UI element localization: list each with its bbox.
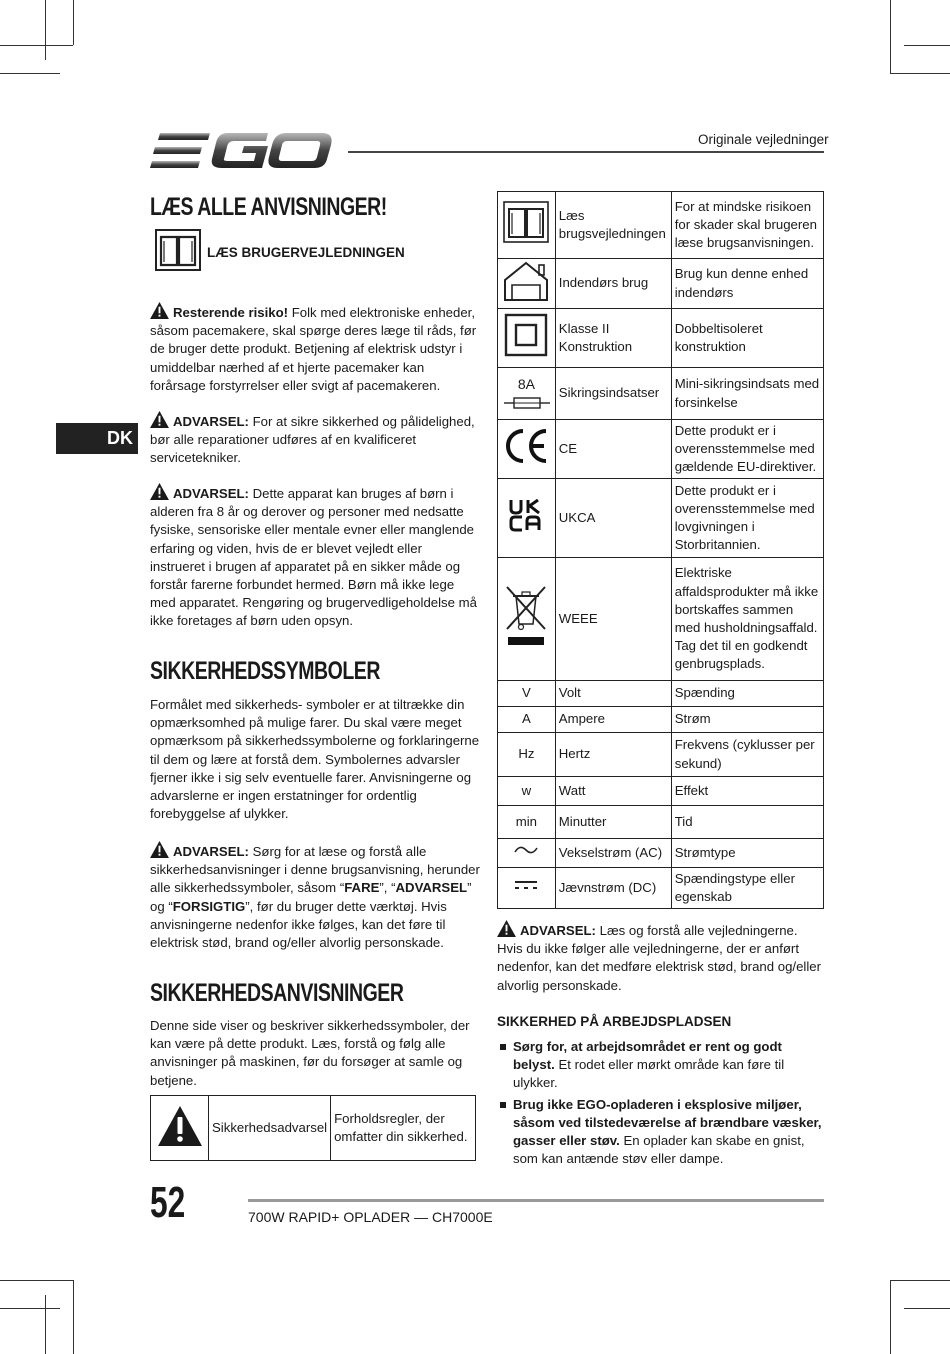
- ego-logo: [150, 131, 332, 176]
- term-forsigtig: FORSIGTIG: [172, 898, 246, 914]
- symbol-desc: For at mindske risikoen for skader skal brugeren læse brugsanvisningen.: [671, 192, 823, 259]
- language-tab: [56, 423, 138, 454]
- residual-risk-paragraph: [150, 302, 480, 395]
- crop-mark: [890, 0, 891, 73]
- workplace-safety-list: [497, 1038, 827, 1171]
- symbol-name: Jævnstrøm (DC): [555, 868, 671, 909]
- table-row: [498, 309, 824, 368]
- house-icon: [502, 260, 550, 302]
- table-row: [498, 681, 824, 707]
- footer-rule: [248, 1199, 824, 1202]
- symbol-desc: Effekt: [671, 777, 823, 806]
- warning-children-text: Dette apparat kan bruges af børn i alderen fra 8 år og derover og personer med nedsatte fysiske, sensoriske eller mentale evner eller manglende erfaring og viden, hvis de er blevet vejledt eller instrueret i brugen af apparatet på en sikker måde og forstår farerne forbundet hermed. Børn må ikke lege med apparatet. Rengøring og brugervedligeholdelse må ikke foretages af børn uden opsyn.: [150, 486, 477, 629]
- residual-risk-text: Folk med elektroniske enheder, såsom pacemakere, skal spørge deres læge til råds, før de bruger dette produkt. Betjening af elektrisk udstyr i umiddelbar nærhed af et hjerte pacemaker kan forårsage forstyrrelser eller svigt af pacemakeren.: [150, 305, 477, 393]
- symbol-desc: Dobbeltisoleret konstruktion: [671, 309, 823, 368]
- safety-alert-desc: Forholdsregler, der omfatter din sikkerhed.: [331, 1096, 476, 1161]
- table-row: [498, 806, 824, 839]
- heading-read-all: LÆS ALLE ANVISNINGER!: [150, 193, 387, 221]
- safety-alert-name: Sikkerhedsadvarsel: [209, 1096, 331, 1161]
- table-row: [498, 192, 824, 259]
- crop-mark: [45, 0, 46, 60]
- warning-children-paragraph: [150, 483, 480, 631]
- warning-lead: ADVARSEL:: [173, 844, 249, 859]
- table-row: [498, 259, 824, 309]
- symbol-desc: Elektriske affaldsprodukter må ikke bortskaffes sammen med husholdningsaffald. Tag det til en godkendt genbrugsplads.: [671, 558, 823, 681]
- header-subtitle: Originale vejledninger: [698, 132, 829, 147]
- ac-icon: [513, 843, 539, 857]
- warning-repairs-paragraph: [150, 411, 480, 468]
- symbol-icon-cell: [498, 309, 556, 368]
- read-manual-icon: [155, 229, 201, 276]
- table-row: [498, 868, 824, 909]
- crop-mark: [0, 1308, 60, 1309]
- term-advarsel: ADVARSEL: [395, 880, 468, 896]
- crop-mark: [73, 0, 74, 45]
- symbol-desc: Brug kun denne enhed indendørs: [671, 259, 823, 309]
- fuse-rating: 8A: [517, 375, 535, 392]
- crop-mark: [890, 73, 950, 74]
- table-row: [498, 839, 824, 868]
- table-row: [498, 777, 824, 806]
- ce-icon: [503, 426, 549, 466]
- list-item-bold: Brug ikke EGO-opladeren i eksplosive miljøer, såsom ved tilstedeværelse af brændbare væsker, gasser eller støv.: [513, 1096, 822, 1149]
- warning-lead: ADVARSEL:: [520, 923, 596, 938]
- symbol-abbr: Hz: [498, 733, 556, 777]
- symbol-abbr: V: [498, 681, 556, 707]
- symbol-icon-cell: [498, 368, 556, 420]
- symbol-name: Minutter: [555, 806, 671, 839]
- footer-product: 700W RAPID+ OPLADER — CH7000E: [248, 1209, 493, 1225]
- crop-mark: [904, 45, 950, 46]
- safety-instructions-paragraph: Denne side viser og beskriver sikkerhedssymboler, der kan være på dette produkt. Læs, forstå og følg alle anvisninger på maskinen, før du forsøger at samle og betjene.: [150, 1018, 470, 1088]
- list-item-bold: Sørg for, at arbejdsområdet er rent og godt belyst.: [513, 1039, 782, 1073]
- safety-warning-table: [150, 1095, 476, 1161]
- symbol-desc: Spænding: [671, 681, 823, 707]
- symbol-icon-cell: [498, 420, 556, 479]
- symbol-name: UKCA: [555, 479, 671, 558]
- warning-repairs-text: For at sikre sikkerhed og pålidelighed, bør alle reparationer udføres af en kvalificeret servicetekniker.: [150, 414, 475, 466]
- header-rule: [348, 151, 824, 153]
- table-row: [498, 420, 824, 479]
- symbols-table: [497, 191, 824, 909]
- symbol-name: Hertz: [555, 733, 671, 777]
- warning-instructions-text: Læs og forstå alle vejledningerne. Hvis du ikke følger alle vejledningerne, der er anført nedenfor, kan det medføre elektrisk stød, brand og/eller alvorlig personskade.: [497, 923, 821, 993]
- crop-mark: [890, 1280, 891, 1354]
- symbol-abbr: A: [498, 707, 556, 733]
- list-item-text: En oplader kan skabe en gnist, som kan antænde støv eller dampe.: [513, 1133, 805, 1167]
- symbol-name: Volt: [555, 681, 671, 707]
- crop-mark: [0, 45, 73, 46]
- symbol-desc: Spændingstype eller egenskab: [671, 868, 823, 909]
- symbol-abbr: min: [498, 806, 556, 839]
- warning-text-part: ” og “: [150, 880, 472, 914]
- list-item-text: Et rodet eller mørkt område kan føre til ulykker.: [513, 1057, 785, 1091]
- safety-symbols-paragraph: Formålet med sikkerheds- symboler er at tiltrække din opmærksomhed på mulige farer. Du skal være meget opmærksom på sikkerhedssymbolerne og forklaringerne til dem og lære at forstå dem. Symbolernes advarsler fjerner ikke i sig selv eventuelle farer. Anvisningerne og advarslerne er ingen erstatninger for ordentlig forebyggelse af ulykker.: [150, 697, 480, 822]
- symbol-desc: Dette produkt er i overensstemmelse med gældende EU-direktiver.: [671, 420, 823, 479]
- symbol-icon-cell: [498, 839, 556, 868]
- symbol-icon-cell: [498, 259, 556, 309]
- heading-safety-instructions: SIKKERHEDSANVISNINGER: [150, 979, 404, 1007]
- symbol-name: WEEE: [555, 558, 671, 681]
- symbol-desc: Strømtype: [671, 839, 823, 868]
- symbol-name: Ampere: [555, 707, 671, 733]
- table-row: [498, 368, 824, 420]
- symbol-desc: Tid: [671, 806, 823, 839]
- symbol-icon-cell: [498, 868, 556, 909]
- ukca-icon: [509, 498, 543, 532]
- symbol-name: Klasse II Konstruktion: [555, 309, 671, 368]
- symbol-icon-cell: [498, 192, 556, 259]
- heading-safety-symbols: SIKKERHEDSSYMBOLER: [150, 657, 380, 685]
- crop-mark: [904, 1308, 950, 1309]
- symbol-name: Indendørs brug: [555, 259, 671, 309]
- book-icon: [503, 201, 549, 243]
- workplace-safety-heading: SIKKERHED PÅ ARBEJDSPLADSEN: [497, 1014, 732, 1029]
- list-item: [497, 1096, 827, 1169]
- warning-icon: [150, 302, 169, 319]
- table-row: [498, 707, 824, 733]
- read-manual-label: LÆS BRUGERVEJLEDNINGEN: [207, 245, 405, 260]
- warning-read-all-paragraph: [150, 841, 480, 952]
- crop-mark: [0, 73, 60, 74]
- warning-lead: ADVARSEL:: [173, 414, 249, 429]
- safety-alert-icon-cell: [151, 1096, 209, 1161]
- symbol-name: Sikringsindsatser: [555, 368, 671, 420]
- warning-text-part: ”, “: [379, 880, 396, 896]
- symbol-desc: Dette produkt er i overensstemmelse med lovgivningen i Storbritannien.: [671, 479, 823, 558]
- table-row: [151, 1096, 476, 1161]
- symbol-name: Læs brugsvejledningen: [555, 192, 671, 259]
- dc-icon: [513, 878, 539, 892]
- double-square-icon: [504, 313, 548, 357]
- symbol-abbr: w: [498, 777, 556, 806]
- warning-icon: [150, 483, 169, 500]
- weee-bin-icon: [504, 584, 548, 648]
- warning-text-part: ”, før du bruger dette værktøj. Hvis anvisningerne nedenfor ikke følges, kan det føre til elektrisk stød, brand og/eller alvorlig personskade.: [150, 898, 447, 951]
- warning-lead: ADVARSEL:: [173, 486, 249, 501]
- term-fare: FARE: [344, 880, 380, 896]
- warning-instructions-paragraph: [497, 920, 824, 995]
- crop-mark: [73, 1280, 74, 1354]
- symbol-name: CE: [555, 420, 671, 479]
- warning-icon: [497, 920, 516, 937]
- table-row: [498, 733, 824, 777]
- table-row: [498, 479, 824, 558]
- page-number: 52: [150, 1178, 186, 1227]
- language-tab-label: DK: [107, 428, 133, 448]
- symbol-name: Watt: [555, 777, 671, 806]
- fuse-icon: [498, 374, 555, 414]
- crop-mark: [45, 1295, 46, 1354]
- symbol-desc: Mini-sikringsindsats med forsinkelse: [671, 368, 823, 420]
- crop-mark: [0, 1280, 73, 1281]
- residual-risk-lead: Resterende risiko!: [173, 305, 289, 320]
- warning-text-part: Sørg for at læse og forstå alle sikkerhedsanvisninger i denne brugsanvisning, herunder alle sikkerhedssymboler, såsom “: [150, 844, 480, 896]
- list-item: [497, 1038, 827, 1093]
- symbol-icon-cell: [498, 479, 556, 558]
- warning-icon: [150, 411, 169, 428]
- symbol-name: Vekselstrøm (AC): [555, 839, 671, 868]
- table-row: [498, 558, 824, 681]
- symbol-desc: Strøm: [671, 707, 823, 733]
- safety-alert-icon: [157, 1105, 203, 1147]
- crop-mark: [890, 1280, 950, 1281]
- warning-icon: [150, 841, 169, 858]
- symbol-desc: Frekvens (cyklusser per sekund): [671, 733, 823, 777]
- symbol-icon-cell: [498, 558, 556, 681]
